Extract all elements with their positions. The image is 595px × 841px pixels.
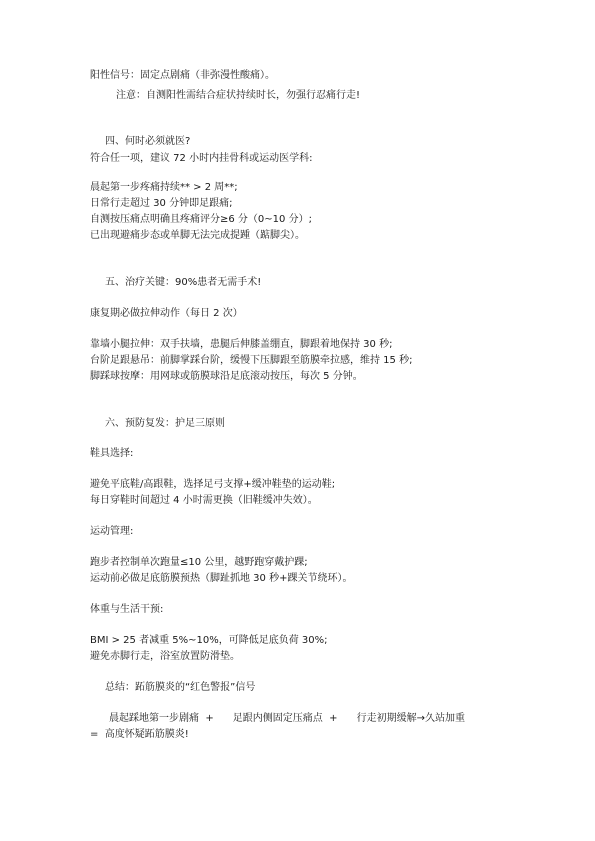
section-4-heading: 四、何时必须就医?	[105, 136, 191, 147]
section-5-heading: 五、治疗关键：90%患者无需手术!	[105, 277, 262, 288]
exercise-heading: 运动管理:	[90, 526, 134, 537]
criteria-item-1: 晨起第一步疼痛持续** > 2 周**;	[90, 182, 238, 193]
weight-item-2: 避免赤脚行走，浴室放置防滑垫。	[90, 651, 240, 662]
stretch-item-1: 靠墙小腿拉伸：双手扶墙，患腿后伸膝盖绷直，脚跟着地保持 30 秒;	[90, 339, 393, 350]
stretch-item-2: 台阶足跟悬吊：前脚掌踩台阶，缓慢下压脚跟至筋膜牵拉感，维持 15 秒;	[90, 355, 413, 366]
section-6-heading: 六、预防复发：护足三原则	[105, 418, 225, 429]
summary-conclusion: = 高度怀疑跖筋膜炎!	[90, 729, 189, 740]
criteria-item-2: 日常行走超过 30 分钟即足跟痛;	[90, 198, 233, 209]
stretch-heading: 康复期必做拉伸动作（每日 2 次）	[90, 308, 243, 319]
criteria-item-3: 自测按压痛点明确且疼痛评分≥6 分（0~10 分）;	[90, 214, 312, 225]
summary-formula: 晨起踩地第一步剧痛 + 足跟内侧固定压痛点 + 行走初期缓解→久站加重	[109, 713, 465, 724]
weight-item-1: BMI > 25 者减重 5%~10%，可降低足底负荷 30%;	[90, 635, 328, 646]
shoes-heading: 鞋具选择:	[90, 448, 134, 459]
section-4-intro: 符合任一项，建议 72 小时内挂骨科或运动医学科:	[90, 153, 313, 164]
weight-heading: 体重与生活干预:	[90, 604, 164, 615]
self-test-note: 注意：自测阳性需结合症状持续时长，勿强行忍痛行走!	[116, 90, 361, 101]
criteria-item-4: 已出现避痛步态或单脚无法完成提踵（踮脚尖）。	[90, 230, 305, 241]
shoes-item-2: 每日穿鞋时间超过 4 小时需更换（旧鞋缓冲失效）。	[90, 495, 318, 506]
exercise-item-1: 跑步者控制单次跑量≤10 公里，越野跑穿戴护踝;	[90, 557, 308, 568]
positive-signal-line: 阳性信号：固定点剧痛（非弥漫性酸痛）。	[90, 70, 275, 81]
exercise-item-2: 运动前必做足底筋膜预热（脚趾抓地 30 秒+踝关节绕环）。	[90, 573, 353, 584]
stretch-item-3: 脚踩球按摩：用网球或筋膜球沿足底滚动按压，每次 5 分钟。	[90, 371, 363, 382]
shoes-item-1: 避免平底鞋/高跟鞋，选择足弓支撑+缓冲鞋垫的运动鞋;	[90, 479, 336, 490]
summary-heading: 总结：跖筋膜炎的“红色警报”信号	[105, 682, 256, 693]
